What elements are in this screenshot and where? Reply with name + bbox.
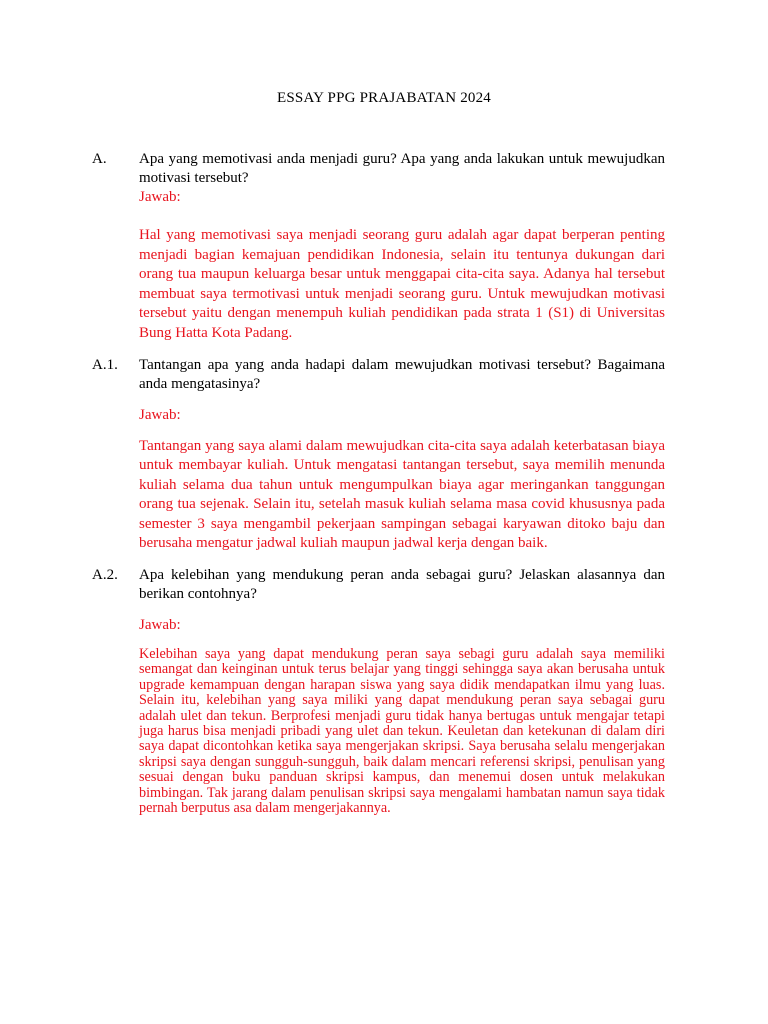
- section-body: [139, 150, 665, 344]
- section-body: [139, 566, 665, 816]
- answer-text: Tantangan yang saya alami dalam mewujudkan cita-cita saya adalah keterbatasan biaya untuk membayar kuliah. Untuk mengatasi tantangan tersebut, saya memilih menunda kuliah selama dua tahun untuk mengumpulkan biaya agar meringankan tanggungan orang tua sejenak. Selain itu, setelah masuk kuliah selama masa covid khususnya pada semester 3 saya mengambil pekerjaan sampingan sebagai karyawan ditoko baju dan berusaha mengatur jadwal kuliah maupun jadwal kerja dengan baik.: [139, 438, 665, 552]
- document-title: ESSAY PPG PRAJABATAN 2024: [277, 90, 491, 106]
- answer-text: Kelebihan saya yang dapat mendukung peran saya sebagi guru adalah saya memiliki semangat dan keinginan untuk terus belajar yang tinggi sehingga saya akan berusaha untuk upgrade kemampuan dengan harapan siswa yang saya didik mendapatkan ilmu yang luas. Selain itu, kelebihan yang saya miliki yang dapat mendukung peran saya sebagai guru adalah ulet dan tekun. Berprofesi menjadi guru tidak hanya bertugas untuk mengajar tetapi juga harus bisa menjadi pribadi yang ulet dan tekun. Keuletan dan ketekunan di dalam diri saya dapat dicontohkan ketika saya mengerjakan skripsi. Saya berusaha selalu mengerjakan skripsi saya dengan sungguh-sungguh, baik dalam mencari referensi skripsi, penulisan yang sesuai dengan buku panduan skripsi kampus, dan menemui dosen untuk melakukan bimbingan. Tak jarang dalam penulisan skripsi saya mengalami hambatan namun saya tidak pernah berputus asa dalam mengerjakannya.: [139, 646, 665, 817]
- section-number: A.1.: [92, 357, 118, 373]
- question-text: Tantangan apa yang anda hadapi dalam mewujudkan motivasi tersebut? Bagaimana anda mengatasinya?: [139, 357, 665, 392]
- question-text: Apa kelebihan yang mendukung peran anda sebagai guru? Jelaskan alasannya dan berikan contohnya?: [139, 567, 665, 602]
- jawab-label: Jawab:: [139, 407, 181, 423]
- jawab-label: Jawab:: [139, 617, 181, 633]
- question-text: Apa yang memotivasi anda menjadi guru? Apa yang anda lakukan untuk mewujudkan motivasi tersebut?: [139, 151, 665, 186]
- answer-text: Hal yang memotivasi saya menjadi seorang guru adalah agar dapat berperan penting menjadi bagian kemajuan pendidikan Indonesia, selain itu tentunya dukungan dari orang tua maupun keluarga besar untuk menggapai cita-cita saya. Adanya hal tersebut membuat saya termotivasi untuk menjadi seorang guru. Untuk mewujudkan motivasi tersebut yaitu dengan menempuh kuliah pendidikan pada strata 1 (S1) di Universitas Bung Hatta Kota Padang.: [139, 227, 665, 341]
- section-number: A.: [92, 151, 107, 167]
- section-number: A.2.: [92, 567, 118, 583]
- section-body: [139, 356, 665, 553]
- jawab-label: Jawab:: [139, 189, 181, 205]
